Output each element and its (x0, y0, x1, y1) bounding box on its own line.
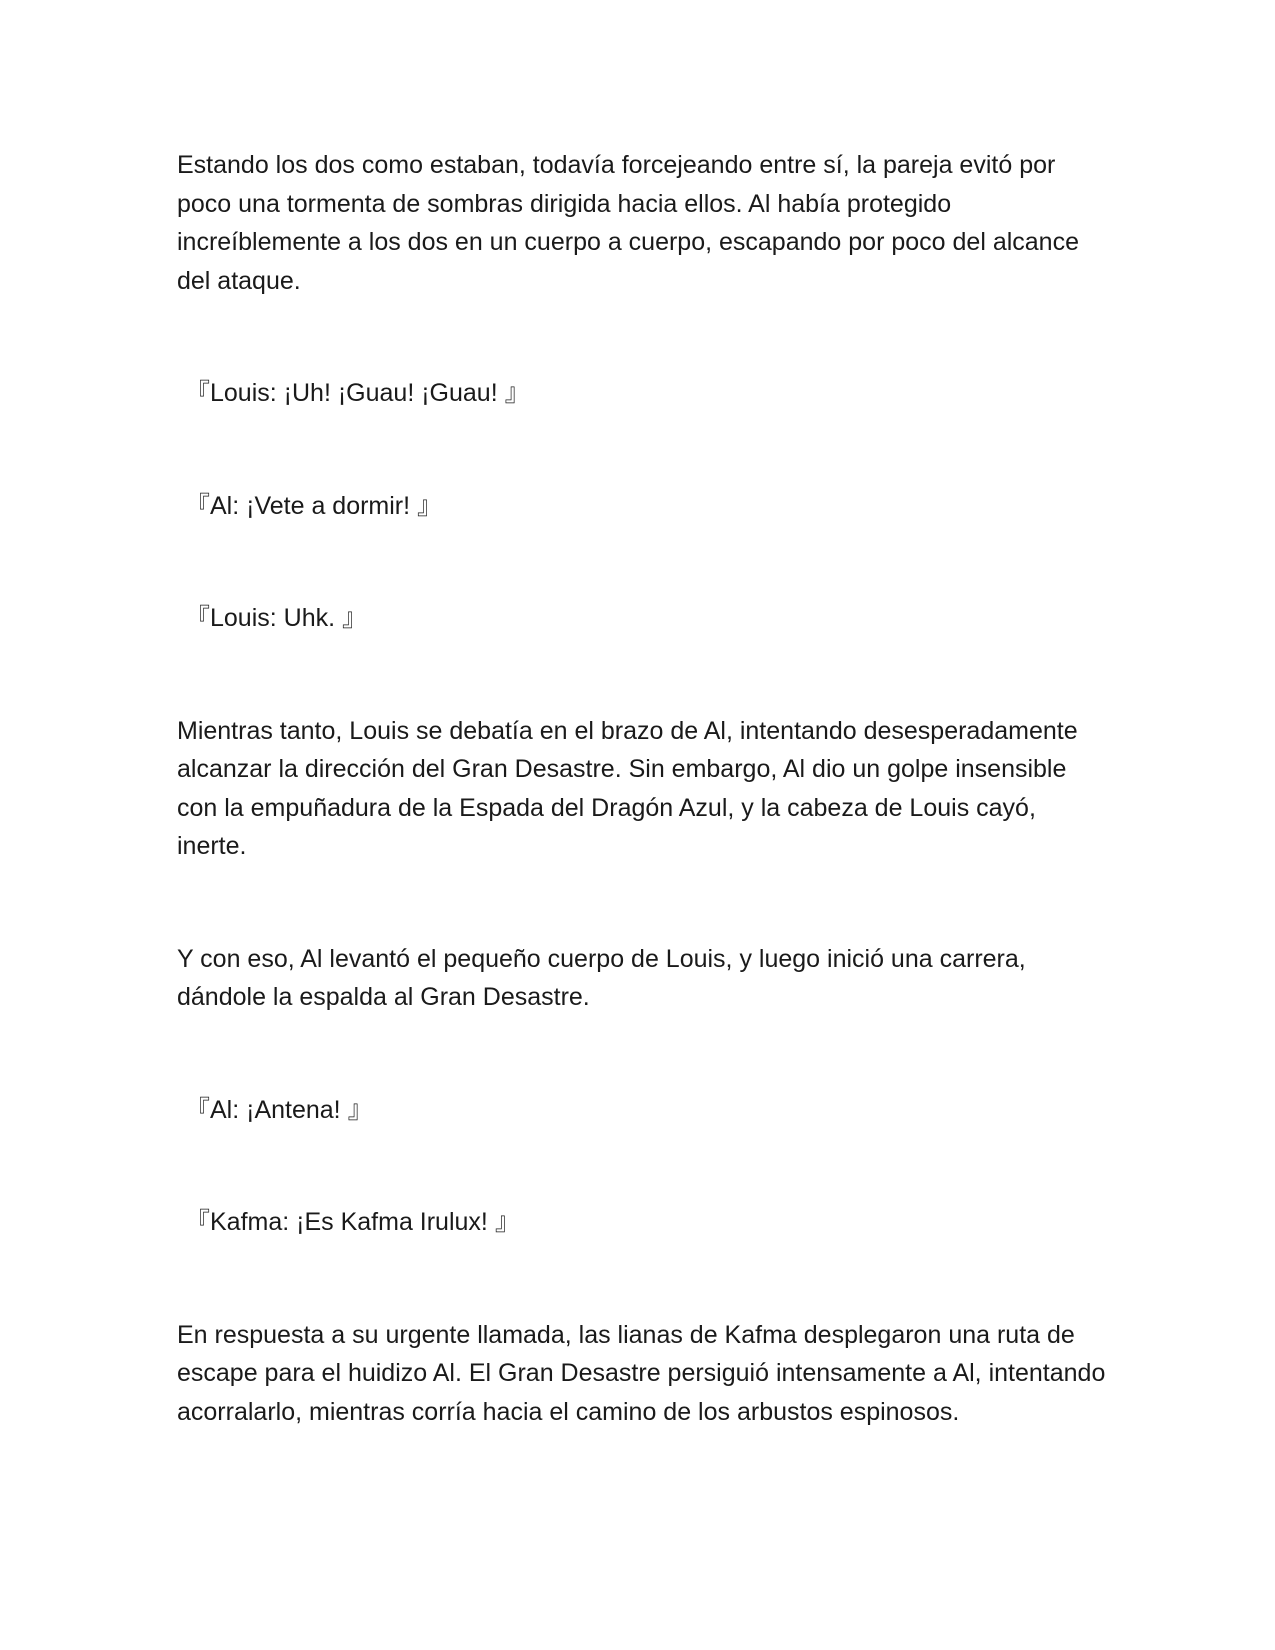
dialogue-line-louis-1: 『Louis: ¡Uh! ¡Guau! ¡Guau! 』 (185, 379, 530, 407)
narration-paragraph-1: Estando los dos como estaban, todavía forcejeando entre sí, la pareja evitó por poco una tormenta de sombras dirigida hacia ellos. Al había protegido increíblemente a los dos en un cuerpo a cuerpo, escapando por poco del alcance del ataque. (177, 151, 1079, 295)
dialogue-line-al-1: 『Al: ¡Vete a dormir! 』 (185, 491, 443, 520)
dialogue-line-louis-2: 『Louis: Uhk. 』 (185, 604, 368, 632)
dialogue-line-al-2: 『Al: ¡Antena! 』 (185, 1095, 373, 1124)
narration-paragraph-3: Y con eso, Al levantó el pequeño cuerpo de Louis, y luego inició una carrera, dándole la espalda al Gran Desastre. (177, 944, 1026, 1011)
narration-paragraph-2: Mientras tanto, Louis se debatía en el brazo de Al, intentando desesperadamente alcanzar la dirección del Gran Desastre. Sin embargo, Al dio un golpe insensible con la empuñadura de la Espada del Dragón Azul, y la cabeza de Louis cayó, inerte. (177, 716, 1078, 860)
dialogue-line-kafma-1: 『Kafma: ¡Es Kafma Irulux! 』 (185, 1208, 520, 1236)
text-column (177, 146, 1107, 1431)
narration-paragraph-4: En respuesta a su urgente llamada, las lianas de Kafma desplegaron una ruta de escape para el huidizo Al. El Gran Desastre persiguió intensamente a Al, intentando acorralarlo, mientras corría hacia el camino de los arbustos espinosos. (177, 1320, 1106, 1426)
